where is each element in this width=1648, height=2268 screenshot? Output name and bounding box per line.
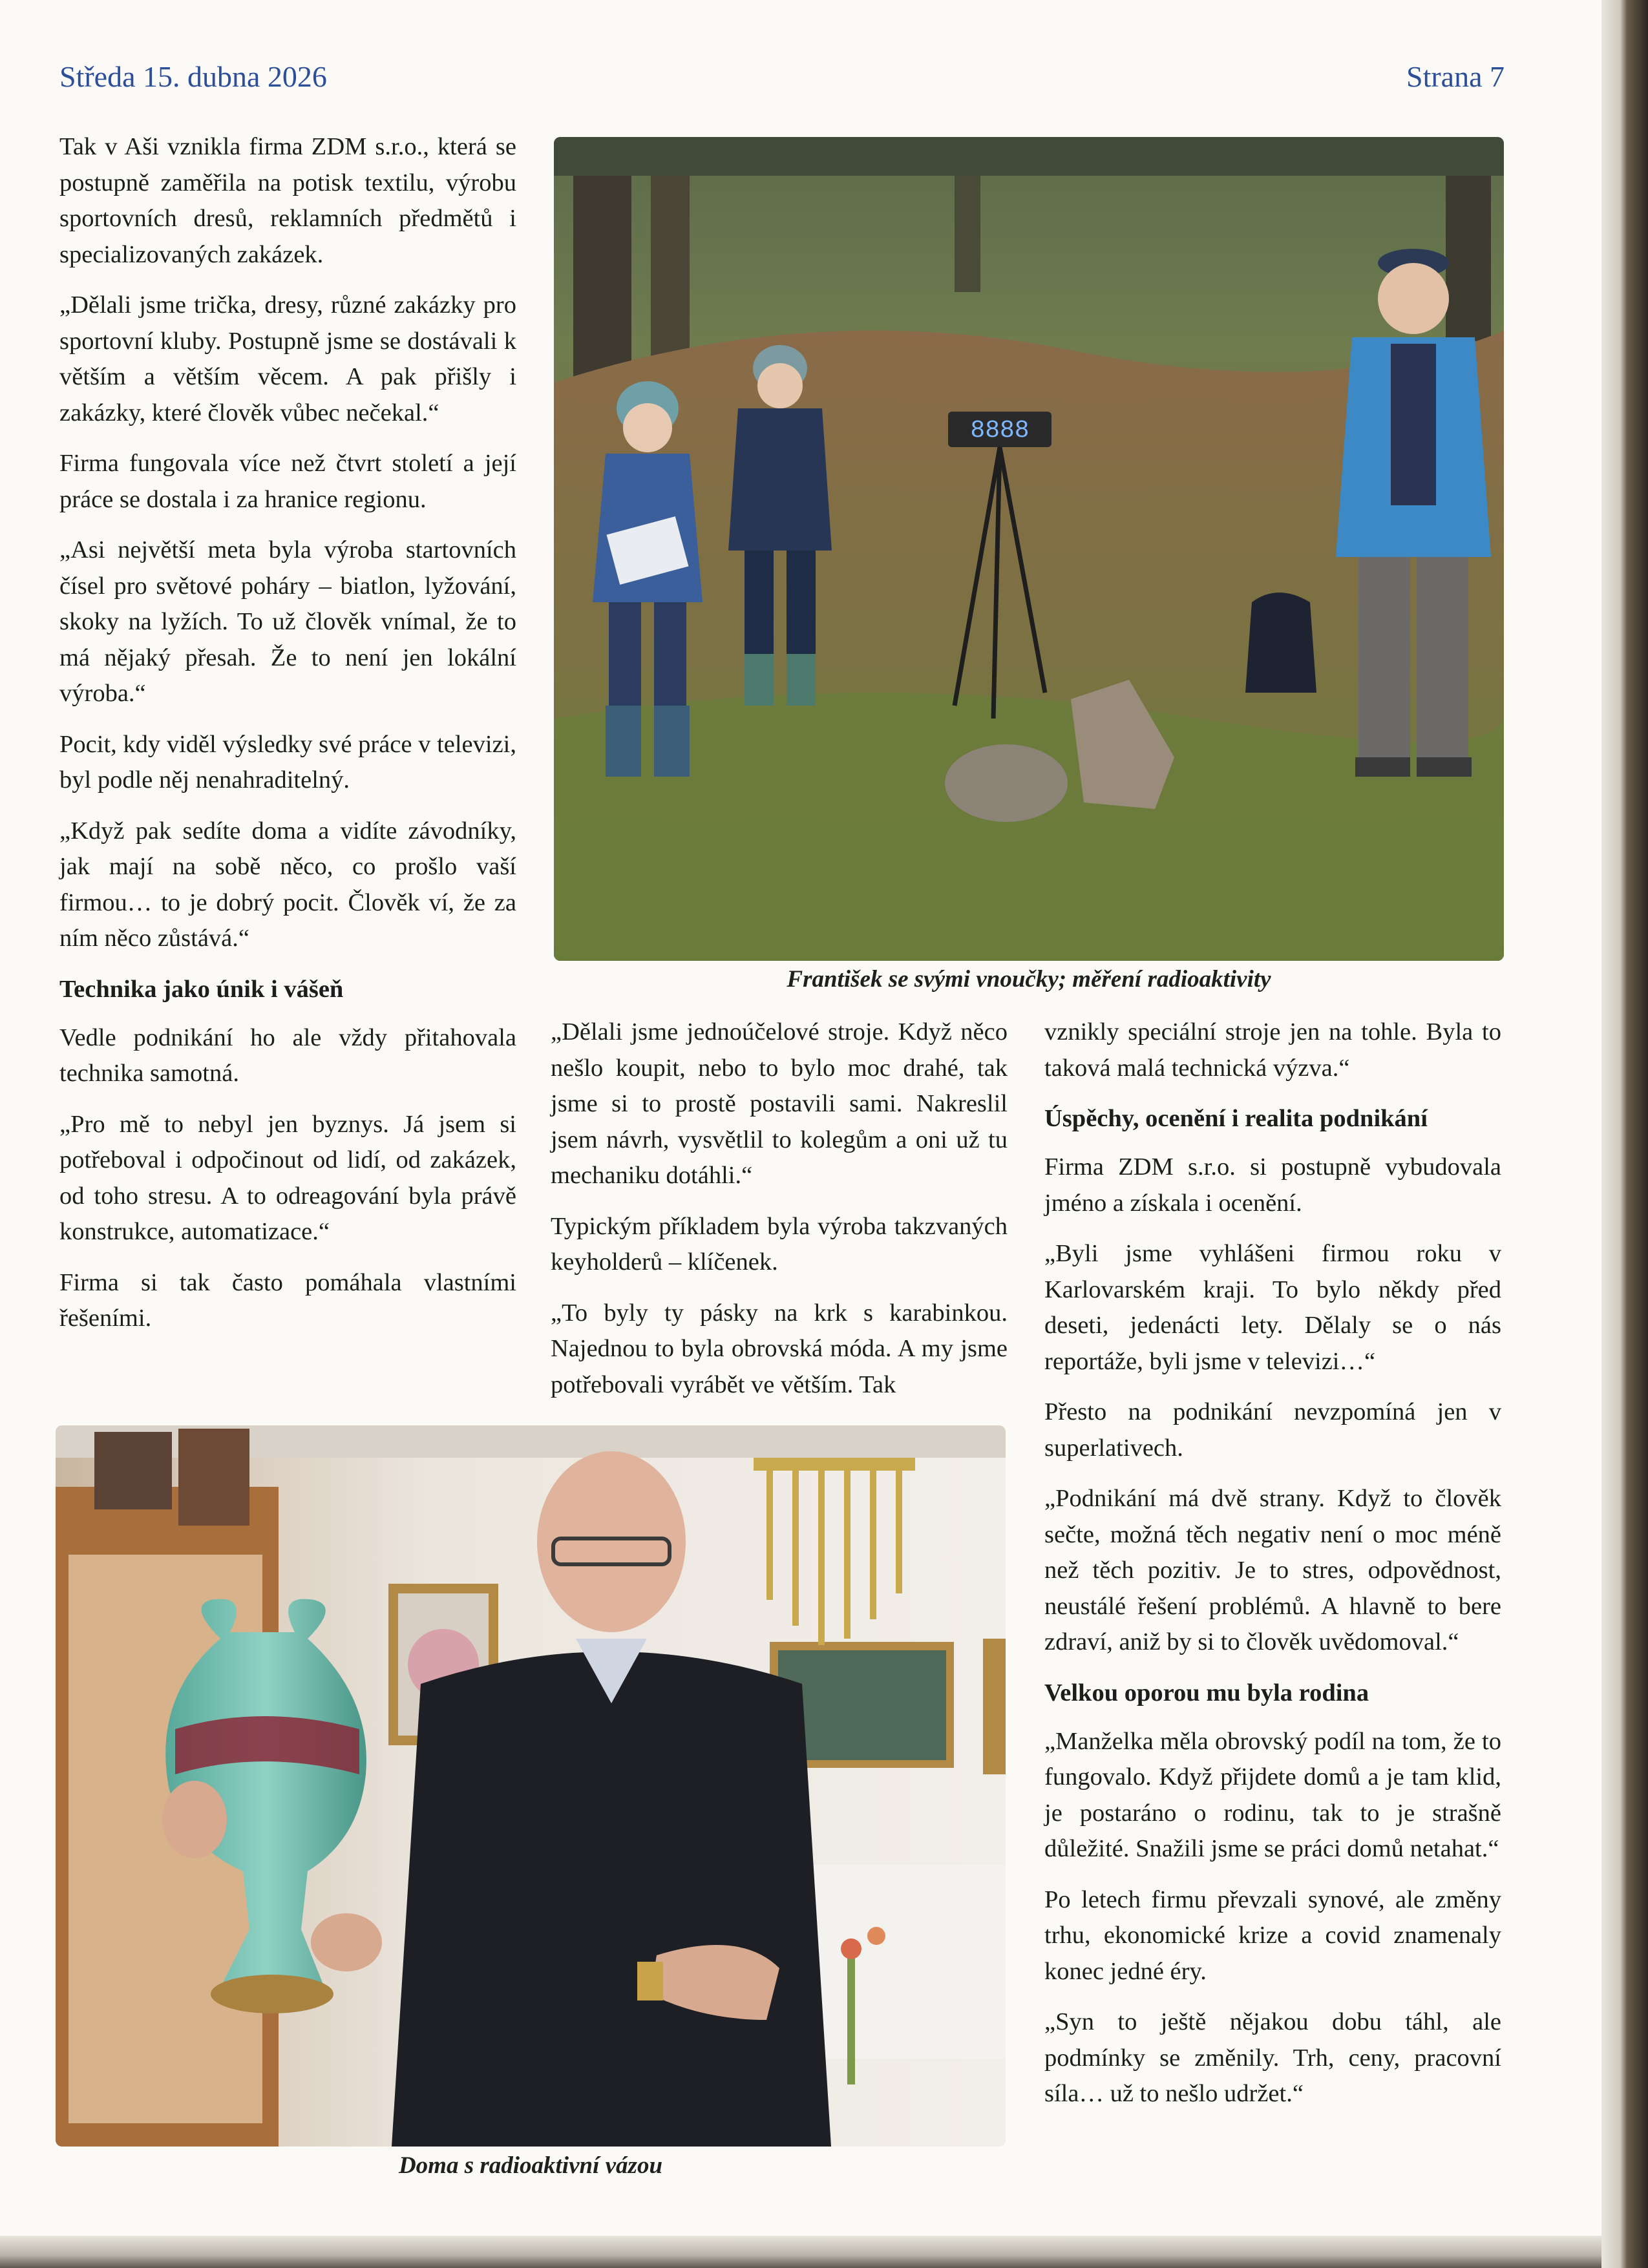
page-number: Strana 7 — [1406, 60, 1505, 93]
paragraph: „Dělali jsme trička, dresy, různé zakázky pro sportovní kluby. Postupně jsme se dostávali k větším a větším věcem. A pak přišly i zakázky, které člověk vůbec nečekal.“ — [59, 291, 516, 426]
section-heading: Velkou oporou mu byla rodina — [1044, 1679, 1369, 1706]
issue-date: Středa 15. dubna 2026 — [59, 60, 327, 93]
article-column-1 — [59, 129, 516, 1352]
paragraph: „Manželka měla obrovský podíl na tom, že to fungovalo. Když přijdete domů a je tam klid, je postaráno o rodinu, tak to je strašně důležité. Snažili jsme se práci domů netahat.“ — [1044, 1727, 1501, 1862]
paragraph: Vedle podnikání ho ale vždy přitahovala technika samotná. — [59, 1024, 516, 1087]
paragraph: „Když pak sedíte doma a vidíte závodníky, jak mají na sobě něco, co prošlo vaší firmou… to je dobrý pocit. Člověk ví, že za ním něco zůstává.“ — [59, 817, 516, 952]
paragraph: „To byly ty pásky na krk s karabinkou. Najednou to byla obrovská móda. A my jsme potřebovali vyrábět ve větším. Tak — [551, 1299, 1008, 1398]
photo-caption: Doma s radioaktivní vázou — [398, 2152, 663, 2179]
paragraph: Firma ZDM s.r.o. si postupně vybudovala jméno a získala i ocenění. — [1044, 1153, 1501, 1217]
paragraph: Firma fungovala více než čtvrt století a její práce se dostala i za hranice regionu. — [59, 450, 516, 513]
paragraph: Firma si tak často pomáhala vlastními řešeními. — [59, 1268, 516, 1332]
paragraph: „Asi největší meta byla výroba startovních čísel pro světové poháry – biatlon, lyžování, skoky na lyžích. To už člověk vnímal, že to má nějaký přesah. Že to není jen lokální výroba.“ — [59, 536, 516, 707]
paragraph: „Syn to ještě nějakou dobu táhl, ale podmínky se změnily. Trh, ceny, pracovní síla… už to nešlo udržet.“ — [1044, 2008, 1501, 2107]
article-column-2 — [551, 1014, 1008, 1418]
paragraph: „Podnikání má dvě strany. Když to člověk sečte, možná těch negativ není o moc méně než těch pozitiv. Je to stres, odpovědnost, neustálé řešení problémů. A hlavně to bere zdraví, aniž by si to člověk uvědomoval.“ — [1044, 1485, 1501, 1655]
scanner-bottom-edge — [0, 2236, 1601, 2268]
paragraph: Po letech firmu převzali synové, ale změny trhu, ekonomické krize a covid znamenaly konec jedné éry. — [1044, 1885, 1501, 1985]
counter-display-text: 8888 — [970, 417, 1030, 445]
paragraph: Přesto na podnikání nevzpomíná jen v superlativech. — [1044, 1398, 1501, 1462]
article-column-3 — [1044, 1014, 1501, 2127]
paragraph: Tak v Aši vznikla firma ZDM s.r.o., která se postupně zaměřila na potisk textilu, výrobu sportovních dresů, reklamních předmětů i specializovaných zakázek. — [59, 133, 516, 268]
section-heading: Úspěchy, ocenění i realita podnikání — [1044, 1105, 1428, 1132]
photo-caption: František se svými vnoučky; měření radioaktivity — [787, 966, 1271, 992]
paragraph: vznikly speciální stroje jen na tohle. Byla to taková malá technická výzva.“ — [1044, 1018, 1501, 1082]
paragraph: „Dělali jsme jednoúčelové stroje. Když něco nešlo koupit, nebo to bylo moc drahé, tak jsme si to prostě postavili sami. Nakreslil jsem návrh, vysvětlil to kolegům a oni už tu mechaniku dotáhli.“ — [551, 1018, 1008, 1189]
paragraph: „Pro mě to nebyl jen byznys. Já jsem si potřeboval i odpočinout od lidí, od zakázek, od toho stresu. A to odreagování byla právě konstrukce, automatizace.“ — [59, 1110, 516, 1245]
vase-photo — [56, 1425, 1006, 2147]
adjacent-page-edge — [1601, 0, 1648, 2268]
paragraph: Pocit, kdy viděl výsledky své práce v televizi, byl podle něj nenahraditelný. — [59, 730, 516, 793]
paragraph: „Byli jsme vyhlášeni firmou roku v Karlovarském kraji. To bylo někdy před deseti, jedenácti lety. Dělaly se o nás reportáže, byli jsme v televizi…“ — [1044, 1240, 1501, 1375]
section-heading: Technika jako únik i vášeň — [59, 975, 344, 1003]
forest-photo — [554, 137, 1504, 961]
paragraph: Typickým příkladem byla výroba takzvaných keyholderů – klíčenek. — [551, 1212, 1008, 1276]
